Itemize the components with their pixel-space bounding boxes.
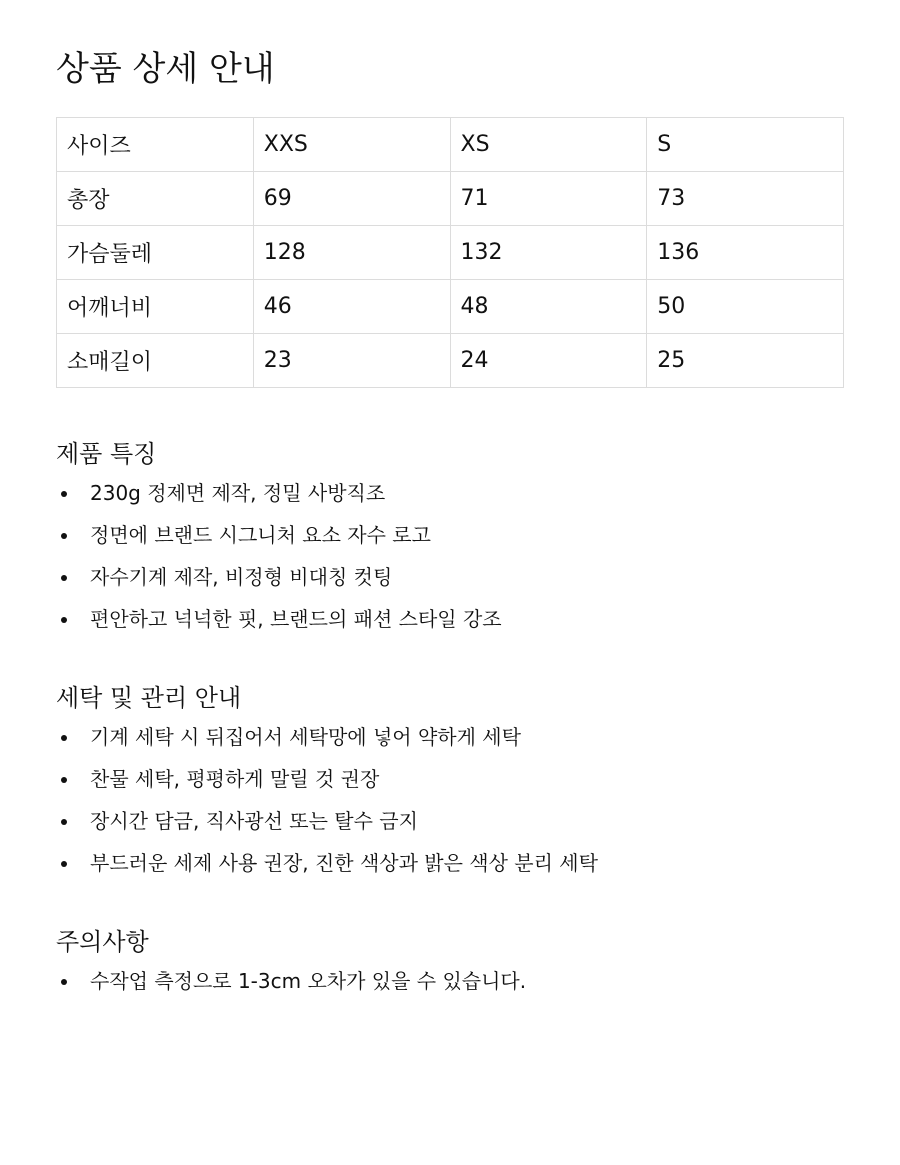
list-item	[56, 800, 844, 842]
list-item	[56, 514, 844, 556]
list-item-text: 수작업 측정으로 1-3cm 오차가 있을 수 있습니다.	[90, 969, 527, 993]
list-item	[56, 716, 844, 758]
notes-list	[56, 960, 844, 1002]
list-item	[56, 842, 844, 884]
table-cell: 46	[253, 280, 450, 334]
table-row	[57, 226, 844, 280]
table-cell: 73	[647, 172, 844, 226]
bullet-icon	[61, 617, 67, 623]
table-cell: 24	[450, 334, 647, 388]
table-cell: 50	[647, 280, 844, 334]
bullet-icon	[61, 777, 67, 783]
care-section	[56, 680, 844, 884]
size-table	[56, 117, 844, 388]
table-row	[57, 118, 844, 172]
page-title: 상품 상세 안내	[56, 49, 275, 89]
list-item	[56, 960, 844, 1002]
table-cell: 23	[253, 334, 450, 388]
table-cell: 어깨너비	[57, 280, 254, 334]
features-section	[56, 436, 844, 640]
table-cell: 48	[450, 280, 647, 334]
bullet-icon	[61, 819, 67, 825]
table-cell: 총장	[57, 172, 254, 226]
table-row	[57, 280, 844, 334]
list-item	[56, 472, 844, 514]
list-item-text: 부드러운 세제 사용 권장, 진한 색상과 밝은 색상 분리 세탁	[90, 851, 598, 875]
list-item-text: 정면에 브랜드 시그니처 요소 자수 로고	[90, 523, 431, 547]
table-row	[57, 334, 844, 388]
list-item	[56, 556, 844, 598]
features-list	[56, 472, 844, 640]
list-item-text: 장시간 담금, 직사광선 또는 탈수 금지	[90, 809, 418, 833]
table-row	[57, 172, 844, 226]
table-cell: 136	[647, 226, 844, 280]
care-title: 세탁 및 관리 안내	[56, 684, 242, 712]
list-item-text: 편안하고 넉넉한 핏, 브랜드의 패션 스타일 강조	[90, 607, 502, 631]
bullet-icon	[61, 861, 67, 867]
table-cell: 소매길이	[57, 334, 254, 388]
list-item-text: 찬물 세탁, 평평하게 말릴 것 권장	[90, 767, 380, 791]
features-title: 제품 특징	[56, 440, 157, 468]
table-cell: 128	[253, 226, 450, 280]
table-cell: 25	[647, 334, 844, 388]
table-cell: 사이즈	[57, 118, 254, 172]
bullet-icon	[61, 979, 67, 985]
bullet-icon	[61, 533, 67, 539]
list-item	[56, 758, 844, 800]
list-item-text: 230g 정제면 제작, 정밀 사방직조	[90, 481, 386, 505]
care-list	[56, 716, 844, 884]
bullet-icon	[61, 491, 67, 497]
table-cell: 71	[450, 172, 647, 226]
table-cell: XS	[450, 118, 647, 172]
notes-section	[56, 924, 844, 1002]
table-cell: 132	[450, 226, 647, 280]
table-cell: XXS	[253, 118, 450, 172]
product-detail-page	[56, 0, 844, 993]
table-cell: 69	[253, 172, 450, 226]
list-item-text: 기계 세탁 시 뒤집어서 세탁망에 넣어 약하게 세탁	[90, 725, 521, 749]
table-cell: S	[647, 118, 844, 172]
bullet-icon	[61, 735, 67, 741]
notes-title: 주의사항	[56, 928, 149, 956]
list-item	[56, 598, 844, 640]
table-cell: 가슴둘레	[57, 226, 254, 280]
list-item-text: 자수기계 제작, 비정형 비대칭 컷팅	[90, 565, 393, 589]
bullet-icon	[61, 575, 67, 581]
